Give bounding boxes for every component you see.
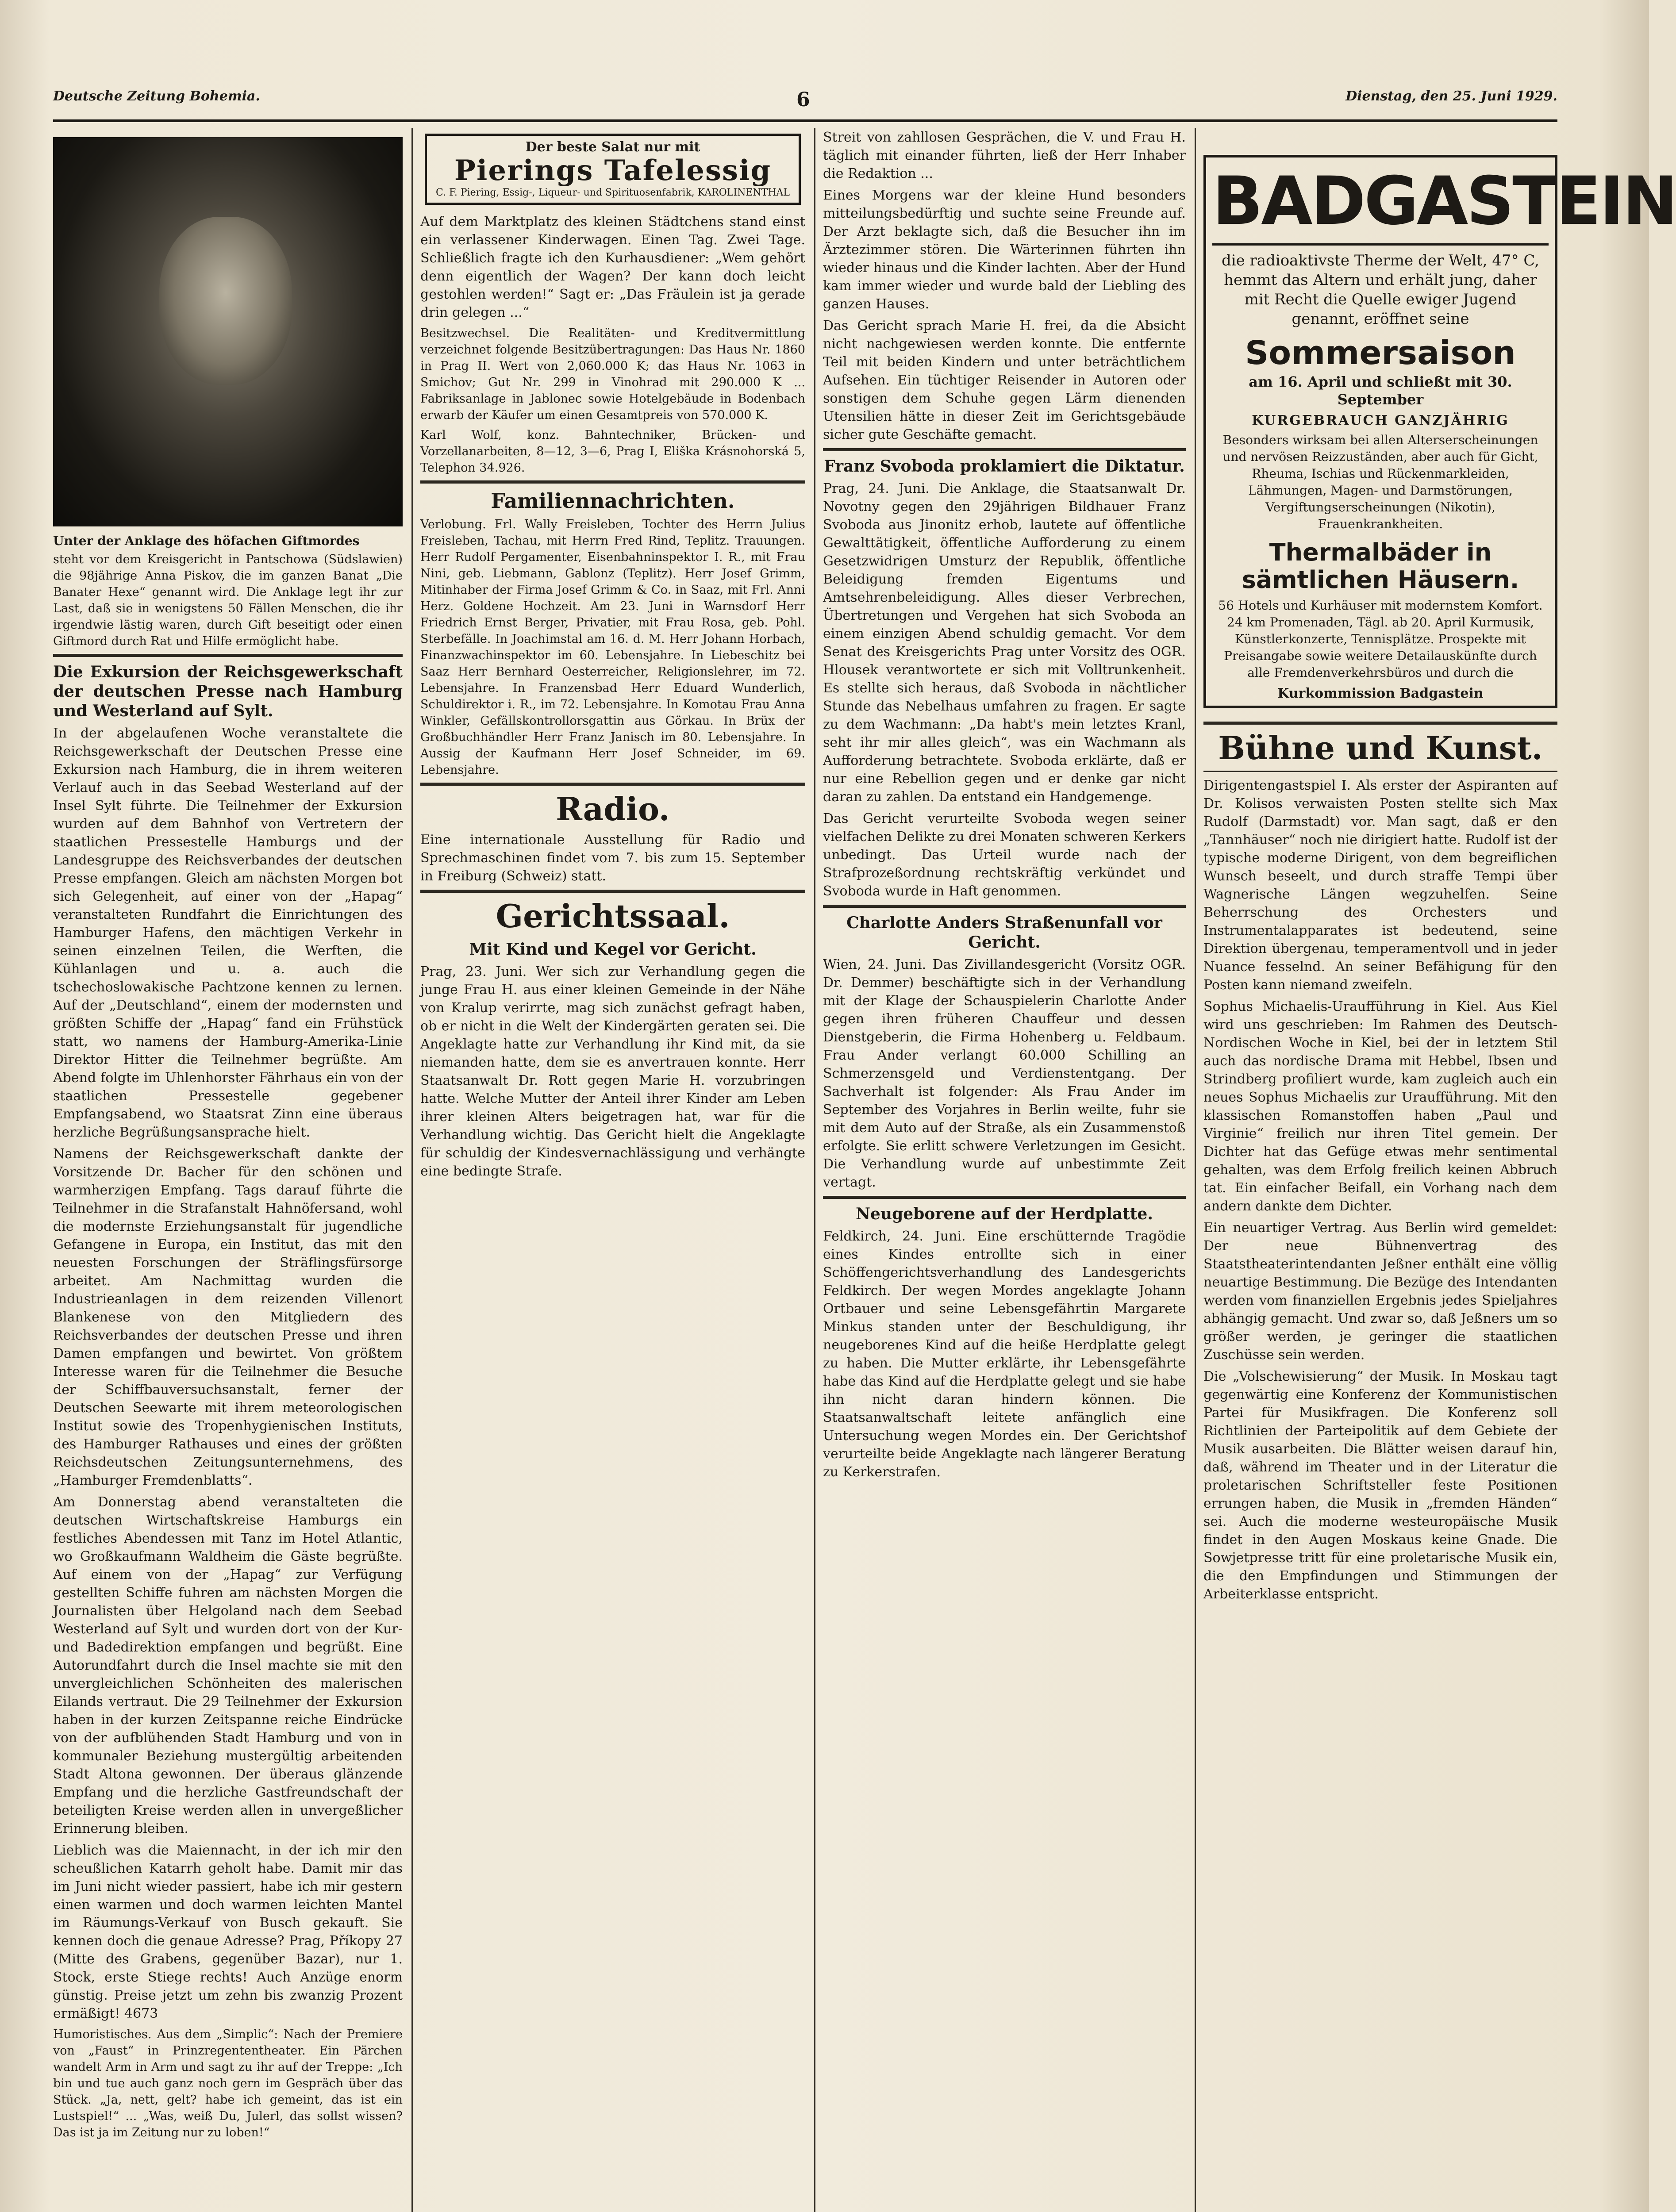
vinegar-advertisement — [425, 134, 801, 205]
ad-season: Sommersaison — [1245, 334, 1516, 372]
masthead-paper-name: Deutsche Zeitung Bohemia. — [53, 88, 260, 104]
column-rule — [814, 128, 815, 2212]
ad-thermal: Thermalbäder in sämtlichen Häusern. — [1242, 538, 1519, 594]
humor-text: Humoristisches. Aus dem „Simplic“: Nach der Premiere von „Faust“ in Prinzregententheater. Ein Pärchen wandelt Arm in Arm und sagt zu ihr auf der Treppe: „Ich bin und tue auch ganz noch gern im Gespräch über das Stück. „Ja, nett, gelt? habe ich gemeint, das ist ein Lustspiel!“ ... „Was, weiß Du, Julerl, das sollst wissen? Das ist ja im Zeitung nur zu loben!“ — [53, 2028, 403, 2139]
ad-kur: KURGEBRAUCH GANZJÄHRIG — [1252, 413, 1509, 428]
article-headline: Charlotte Anders Straßenunfall vor Gericht. — [846, 914, 1162, 952]
article-paragraph: Namens der Reichsgewerkschaft dankte der Vorsitzende Dr. Bacher für den schönen und warmherzigen Empfang. Tags darauf führte die Teilnehmer in die Strafanstalt Hahnöfersand, wohl die modernste Erziehungsanstalt für jugendliche Gefangene in Europa, ein Institut, das mit den neuesten Forschungen der Sträflingsfürsorge arbeitet. Am Nachmittag wurden die Industrieanlagen in dem reizenden Villenort Blankenese von den Mitgliedern des Reichsverbandes der deutschen Presse und ihren Damen empfangen und bewirtet. Von größtem Interesse waren für die Teilnehmer die Besuche der Schiffbauversuchsanstalt, ferner der Deutschen Seewarte mit ihrem meteorologischen Institut sowie des Tropenhygienischen Instituts, des Hamburger Rathauses und eines der größten Reichsdeutschen Zeitungsunternehmens, des „Hamburger Fremdenblatts“. — [53, 1146, 403, 1488]
article-headline: Die Exkursion der Reichsgewerkschaft der deutschen Presse nach Hamburg und Westerland auf Sylt. — [53, 663, 403, 720]
section-title: Radio. — [556, 790, 670, 828]
masthead-rule — [53, 119, 1557, 122]
small-ad: Karl Wolf, konz. Bahntechniker, Brücken- und Vorzellanarbeiten, 8—12, 3—6, Prag I, Eliška Krásnohorská 5, Telephon 34.926. — [420, 428, 805, 475]
article-paragraph: Eines Morgens war der kleine Hund besonders mitteilungsbedürftig und suchte seine Freunde auf. Der Arzt beklagte sich, daß die Besucher ihn im Ärztezimmer stören. Die Wärterinnen führten ihn wieder hinaus und die Kinder lachten. Aber der Hund kam immer wieder und wurde bald der Liebling des ganzen Hauses. — [823, 188, 1186, 312]
masthead-date: Dienstag, den 25. Juni 1929. — [1345, 88, 1557, 104]
section-title: Gerichtssaal. — [496, 897, 730, 935]
article-paragraph: Prag, 24. Juni. Die Anklage, die Staatsanwalt Dr. Novotny gegen den 29jährigen Bildhauer Franz Svoboda aus Jinonitz erhob, lautete auf öffentliche Gewalttätigkeit, öffentliche Aufforderung zu einem Gesetzwidrigen Umsturz der Republik, öffentliche Beleidigung fremden Eigentums und Amtsehrenbeleidigung. Alles dieser Verbrechen, Übertretungen und Vergehen hat sich Svoboda an einem einzigen Abend schuldig gemacht. Vor dem Senat des Kreisgerichts Prag unter Vorsitz des OGR. Hlousek verantwortete er sich mit Volltrunkenheit. Es stellte sich heraus, daß Svoboda in nächtlicher Stunde das Nebelhaus umfahren zu fragen. Er sagte zu dem Wachmann: „Da habt's mein letztes Kranl, seht ihr mir alles gleich“, was ein Wachmann als Aufforderung betrachtete. Svoboda erklärte, daß er nur eine Rebellion gegen und er denke gar nicht daran zu zahlen. Da entstand ein Handgemenge. — [823, 481, 1186, 805]
article-paragraph: Streit von zahllosen Gesprächen, die V. und Frau H. täglich mit einander führten, ließ der Herr Inhaber die Redaktion ... — [823, 130, 1186, 181]
ad-text: Besonders wirksam bei allen Alterserscheinungen und nervösen Reizzuständen, aber auch für Gicht, Rheuma, Ischias und Rückenmarkleiden, Lähmungen, Magen- und Darmstörungen, Vergiftungserscheinungen (Nikotin), Frauenkrankheiten. — [1222, 433, 1538, 531]
ad-tagline: Der beste Salat nur mit — [525, 139, 700, 155]
masthead — [53, 88, 1557, 115]
article-headline: Mit Kind und Kegel vor Gericht. — [469, 940, 757, 959]
notice-text: Lieblich was die Maiennacht, in der ich mir den scheußlichen Katarrh geholt habe. Damit mir das im Juni nicht wieder passiert, habe ich mir gestern einen warmen und doch warmen leichten Mantel im Räumungs-Verkauf von Busch gekauft. Sie kennen doch die genaue Adresse? Prag, Příkopy 27 (Mitte des Grabens, gegenüber Bazar), nur 1. Stock, erste Stiege rechts! Auch Anzüge enorm günstig. Preise jetzt um zehn bis zwanzig Prozent ermäßigt! 4673 — [53, 1843, 403, 2021]
column-rule — [1195, 128, 1196, 2212]
article-paragraph: Am Donnerstag abend veranstalteten die deutschen Wirtschaftskreise Hamburgs ein festliches Abendessen mit Tanz im Hotel Atlantic, wo Großkaufmann Waldheim die Gäste begrüßte. Auf einem von der „Hapag“ zur Verfügung gestellten Schiffe fuhren am nächsten Morgen die Journalisten über Helgoland nach dem Seebad Westerland auf Sylt und wurden dort von der Kur- und Badedirektion empfangen und begrüßt. Eine Autorundfahrt durch die Insel machte sie mit den unvergleichlichen Schönheiten des malerischen Eilands vertraut. Die 29 Teilnehmer der Exkursion haben in der kurzen Zeitspanne reiche Eindrücke von der aufblühenden Stadt Hamburg und von in kommunaler Beziehung mustergültig arbeitenden Stadt Altona gewonnen. Der überaus glänzende Empfang und die herzliche Gastfreundschaft der beteiligten Kreise werden allen in unvergeßlicher Erinnerung bleiben. — [53, 1494, 403, 1836]
article-paragraph: Sophus Michaelis-Uraufführung in Kiel. Aus Kiel wird uns geschrieben: Im Rahmen des Deutsch-Nordischen Woche in Kiel, bei der in letztem Stil auch das nordische Drama mit Hebbel, Ibsen und Strindberg profiliert wurde, kam zugleich auch ein neues Sophus Michaelis zur Uraufführung. Mit den klassischen Romanstoffen haben „Paul und Virginie“ freilich nur ihren Titel gemein. Der Dichter hat das Gefüge etwas mehr sentimental gehalten, was dem Erfolg freilich keinen Abbruch tat. Ein einfacher Beifall, ein Vorhang nach dem andern dankte dem Dichter. — [1203, 999, 1557, 1214]
section-title: Bühne und Kunst. — [1218, 729, 1543, 767]
divider — [823, 1196, 1186, 1199]
ad-brand: Pierings Tafelessig — [454, 154, 772, 187]
ad-text: die radioaktivste Therme der Welt, 47° C, hemmt das Altern und erhält jung, daher mit Recht die Quelle ewiger Jugend genannt, eröffnet seine — [1221, 252, 1540, 328]
portrait-photo — [53, 137, 403, 526]
ad-text: 56 Hotels und Kurhäuser mit modernstem Komfort. 24 km Promenaden, Tägl. ab 20. April Kurmusik, Künstlerkonzerte, Tennisplätze. Prospekte mit Preisangabe sowie weitere Detailauskünfte durch alle Fremdenverkehrsbüros und durch die — [1218, 598, 1543, 680]
divider — [823, 905, 1186, 908]
divider — [420, 480, 805, 484]
article-paragraph: Wien, 24. Juni. Das Zivillandesgericht (Vorsitz OGR. Dr. Demmer) beschäftigte sich in der Verhandlung mit der Klage der Schauspielerin Charlotte Ander gegen ihren früheren Chauffeur und dessen Dienstgeberin, die Firma Hohenberg u. Feldbaum. Frau Ander verlangt 60.000 Schilling an Schmerzensgeld und Verdienstentgang. Der Sachverhalt ist folgender: Als Frau Ander im September des Vorjahres in Berlin weilte, fuhr sie mit dem Auto auf der Straße, als ein Zusammenstoß erfolgte. Sie erlitt schwere Verletzungen im Gesicht. Die Verhandlung wurde auf unbestimmte Zeit vertagt. — [823, 957, 1186, 1190]
photo-text: steht vor dem Kreisgericht in Pantschowa (Südslawien) die 98jährige Anna Piskov, die im ganzen Banat „Die Banater Hexe“ genannt wird. Die Anklage legt ihr zur Last, daß sie in wenigstens 50 Fällen Menschen, die ihr irgendwie lästig waren, durch Gift beseitigt oder einen Giftmord durch Rat und Hilfe ermöglicht habe. — [53, 553, 403, 648]
divider — [420, 890, 805, 893]
ad-dates: am 16. April und schließt mit 30. September — [1249, 373, 1512, 408]
article-headline: Franz Svoboda proklamiert die Diktatur. — [824, 457, 1185, 476]
family-notices: Verlobung. Frl. Wally Freisleben, Tochter des Herrn Julius Freisleben, Tachau, mit Herrn Fred Rind, Teplitz. Trauungen. Herr Rudolf Pergamenter, Eisenbahninspektor I. R., mit Frau Nini, geb. Liebmann, Gablonz (Teplitz). Herr Josef Grimm, Mitinhaber der Firma Josef Grimm & Co. in Saaz, mit Frl. Anni Herz. Goldene Hochzeit. Am 23. Juni in Warnsdorf Herr Friedrich Ernst Berger, Privatier, mit Frau Rosa, geb. Pohl. Sterbefälle. In Joachimstal am 16. d. M. Herr Johann Horbach, Finanzwachinspektor im 60. Lebensjahre. In Liebeschitz bei Saaz Herr Bernhard Oesterreicher, Religionslehrer, im 72. Lebensjahre. In Franzensbad Herr Eduard Wunderlich, Schuldirektor i. R., im 72. Lebensjahre. In Komotau Frau Anna Winkler, Gefällskontrollorsgattin aus Görkau. In Brüx der Großbuchhändler Herr Franz Janisch im 80. Lebensjahre. In Aussig der Kaufmann Herr Josef Schneider, im 69. Lebensjahre. — [420, 518, 805, 777]
column-1 — [53, 128, 403, 2212]
column-2 — [420, 128, 805, 2212]
article-paragraph: Das Gericht sprach Marie H. frei, da die Absicht nicht nachgewiesen werden konnte. Die entfernte Teil mit beiden Kindern und unter beträchtlichem Aufsehen. Ein tüchtiger Reisender in Autoren oder sonstigen dem Schuhe gegen Lärm dienenden Utensilien hätte in dieser Zeit im Gerichtsgebäude sicher gute Geschäfte gemacht. — [823, 318, 1186, 442]
divider — [420, 783, 805, 786]
divider — [1203, 722, 1557, 725]
column-4 — [1203, 128, 1676, 2212]
article-paragraph: Die „Volschewisierung“ der Musik. In Moskau tagt gegenwärtig eine Konferenz der Kommunistischen Partei für Musikfragen. Die Konferenz soll Richtlinien der Parteipolitik auf dem Gebiete der Musik ausarbeiten. Die Blätter weisen darauf hin, daß, während im Theater und in der Literatur die proletarischen Schriftsteller feste Positionen errungen haben, die Musik in „fremden Händen“ sei. Auch die moderne westeuropäische Musik findet in den Augen Moskaus keine Gnade. Die Sowjetpresse tritt für eine proletarische Musik ein, die den Empfindungen und Stimmungen der Arbeiterklasse entspricht. — [1203, 1369, 1557, 1602]
article-paragraph: Dirigentengastspiel I. Als erster der Aspiranten auf Dr. Kolisos verwaisten Posten stellte sich Max Rudolf (Darmstadt) vor. Man sagt, daß er den „Tannhäuser“ noch nie dirigiert hatte. Rudolf ist der typische moderne Dirigent, von dem begreiflichen Wunsch beseelt, und durch straffe Tempi über Wagnerische Längen wegzuhelfen. Seine Beherrschung des Orchesters und Instrumentalapparates ist bedeutend, seine Direktion übergenau, temperamentvoll und in jeder Nuance fesselnd. An seiner Befähigung für den Posten kann niemand zweifeln. — [1203, 778, 1557, 993]
page-number: 6 — [796, 88, 810, 111]
ad-title: BADGASTEIN — [1212, 164, 1549, 246]
article-paragraph: Auf dem Marktplatz des kleinen Städtchens stand einst ein verlassener Kinderwagen. Einen Tag. Zwei Tage. Schließlich fragte ich den Kurhausdiener: „Wem gehört denn eigentlich der Wagen? Der kann doch leicht gestohlen werden!“ Sagt er: „Das Fräulein ist ja gerade drin gelegen ...“ — [420, 214, 805, 320]
column-3 — [823, 128, 1186, 2212]
article-paragraph: Prag, 23. Juni. Wer sich zur Verhandlung gegen die junge Frau H. aus einer kleinen Gemeinde in der Nähe von Kralup verirrte, mag sich zunächst gefragt haben, ob er nicht in die Welt der Kindergärten geraten sei. Die Angeklagte hatte zur Verhandlung ihr Kind mit, da sie niemanden hatte, dem sie es anvertrauen konnte. Herr Staatsanwalt Dr. Rott gegen Marie H. vorzubringen hatte. Welche Mutter der Anteil ihrer Kinder am Leben ihrer kleinen Alters beigetragen hat, war für die Verhandlung wichtig. Das Gericht hielt die Angeklagte für schuldig der Kindesvernachlässigung und verhängte eine bedingte Strafe. — [420, 964, 805, 1179]
divider — [53, 654, 403, 657]
article-paragraph: Das Gericht verurteilte Svoboda wegen seiner vielfachen Delikte zu drei Monaten schweren Kerkers unbedingt. Das Urteil wurde nach der Strafprozeßordnung rechtskräftig verkündet und Svoboda wurde in Haft genommen. — [823, 811, 1186, 899]
divider — [1203, 771, 1557, 772]
article-headline: Neugeborene auf der Herdplatte. — [856, 1205, 1153, 1223]
article-paragraph: In der abgelaufenen Woche veranstaltete die Reichsgewerkschaft der Deutschen Presse eine Exkursion nach Hamburg, die in ihrem weiteren Verlauf auch in das Seebad Westerland auf der Insel Sylt führte. Die Teilnehmer der Exkursion wurden auf dem Bahnhof von Vertretern der staatlichen Pressestelle Hamburgs und der Landesgruppe des Reichsverbandes der deutschen Presse empfangen. Gleich am nächsten Morgen bot sich Gelegenheit, auf einer von der „Hapag“ veranstalteten Rundfahrt die Einrichtungen des Hamburger Hafens, den mächtigen Verkehr in seinen einzelnen Teilen, die Werften, die Kühlanlagen und u. a. auch die tschechoslowakische Pachtzone kennen zu lernen. Auf der „Deutschland“, einem der modernsten und größten Schiffe der „Hapag“ fand ein Frühstück statt, wo namens der Hamburg-Amerika-Linie Direktor Hitter die Teilnehmer begrüßte. Am Abend folgte im Uhlenhorster Fährhaus ein von der staatlichen Pressestelle gegebener Empfangsabend, wo Staatsrat Zinn eine überaus herzliche Begrüßungsansprache hielt. — [53, 726, 403, 1140]
divider — [823, 448, 1186, 451]
section-title: Familiennachrichten. — [491, 489, 735, 513]
article-paragraph: Feldkirch, 24. Juni. Eine erschütternde Tragödie eines Kindes entrollte sich in einer Schöffengerichtsverhandlung des Landesgerichts Feldkirch. Der wegen Mordes angeklagte Johann Ortbauer und seine Lebensgefährtin Margarete Minkus standen unter der Beschuldigung, ihr neugeborenes Kind auf die heiße Herdplatte gelegt zu haben. Die Mutter erklärte, ihr Lebensgefährte habe das Kind auf die Herdplatte gelegt und sie habe ihn nicht daran hindern können. Die Staatsanwaltschaft leitete anfänglich eine Untersuchung wegen Mordes ein. Der Gerichtshof verurteilte beide Angeklagte nach längerer Beratung zu Kerkerstrafen. — [823, 1229, 1186, 1480]
photo-caption: Unter der Anklage des höfachen Giftmordes — [53, 534, 360, 548]
article-paragraph: Eine internationale Ausstellung für Radio und Sprechmaschinen findet vom 7. bis zum 15. September in Freiburg (Schweiz) statt. — [420, 832, 805, 884]
badgastein-advertisement — [1203, 155, 1676, 708]
article-paragraph: Ein neuartiger Vertrag. Aus Berlin wird gemeldet: Der neue Bühnenvertrag des Staatstheaterintendanten Jeßner enthält eine völlig neuartige Bestimmung. Die Bezüge des Intendanten werden vom finanziellen Ergebnis jedes Spieljahres abhängig gemacht. Und zwar so, daß Jeßners um so größer werden, je geringer die staatlichen Zuschüsse sein werden. — [1203, 1220, 1557, 1363]
column-rule — [411, 128, 413, 2212]
ad-company: C. F. Piering, Essig-, Liqueur- und Spirituosenfabrik, KAROLINENTHAL — [435, 187, 790, 198]
portrait-face — [159, 217, 292, 385]
ad-signature: Kurkommission Badgastein — [1277, 686, 1484, 701]
article-paragraph: Besitzwechsel. Die Realitäten- und Kreditvermittlung verzeichnet folgende Besitzübertragungen: Das Haus Nr. 1860 in Prag II. Wert von 2,060.000 K; das Haus Nr. 1063 in Smichov; Gut Nr. 299 in Vinohrad mit 290.000 K ... Fabriksanlage in Jablonec sowie Hotelgebäude in Bodenbach erwarb der Käufer um einen Gesamtpreis von 570.000 K. — [420, 326, 805, 422]
